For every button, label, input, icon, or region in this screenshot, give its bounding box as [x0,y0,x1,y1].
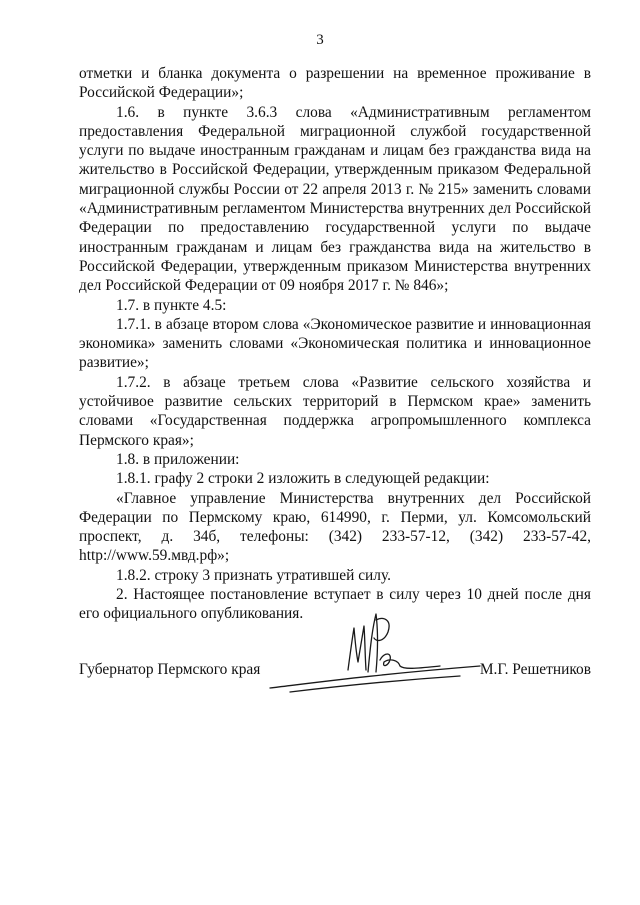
page-number: 3 [316,32,324,48]
paragraph-2: 2. Настоящее постановление вступает в силу через 10 дней после дня его официального опубликования. [79,586,591,623]
paragraph-1-6: 1.6. в пункте 3.6.3 слова «Административным регламентом предоставления Федеральной миграционной службой государственной услуги по выдаче иностранным гражданам и лицам без гражданства вида на жительство в Российской Федерации, утвержденным приказом Федеральной миграционной службы России от 22 апреля 2013 г. № 215» заменить словами «Административным регламентом Министерства внутренних дел Российской Федерации по предоставлению государственной услуги по выдаче иностранным гражданам и лицам без гражданства вида на жительство в Российской Федерации, утвержденным приказом Министерства внутренних дел Российской Федерации от 09 ноября 2017 г. № 846»; [79,103,591,295]
signatory-name: М.Г. Решетников [479,661,591,678]
paragraph-1-8: 1.8. в приложении: [116,450,240,468]
signatory-position: Губернатор Пермского края [79,661,261,678]
paragraph-1-8-2: 1.8.2. строку 3 признать утратившей силу. [116,566,391,584]
paragraph-continuation: отметки и бланка документа о разрешении на временное проживание в Российской Федерации»; [79,65,591,102]
paragraph-1-8-1: 1.8.1. графу 2 строки 2 изложить в следующей редакции: [116,470,490,488]
handwritten-signature [250,600,490,710]
paragraph-quote-address: «Главное управление Министерства внутренних дел Российской Федерации по Пермскому краю, 614990, г. Перми, ул. Комсомольский проспект, д. 34б, телефоны: (342) 233-57-12, (342) 233-57-42, http://www.59.мвд.рф»; [79,489,591,565]
paragraph-1-7-2: 1.7.2. в абзаце третьем слова «Развитие сельского хозяйства и устойчивое развитие сельских территорий в Пермском крае» заменить словами «Государственная поддержка агропромышленного комплекса Пермского края»; [79,373,591,449]
paragraph-1-7-1: 1.7.1. в абзаце втором слова «Экономическое развитие и инновационная экономика» заменить словами «Экономическая политика и инновационное развитие»; [79,315,591,372]
paragraph-1-7: 1.7. в пункте 4.5: [116,296,227,314]
document-body [79,64,591,624]
